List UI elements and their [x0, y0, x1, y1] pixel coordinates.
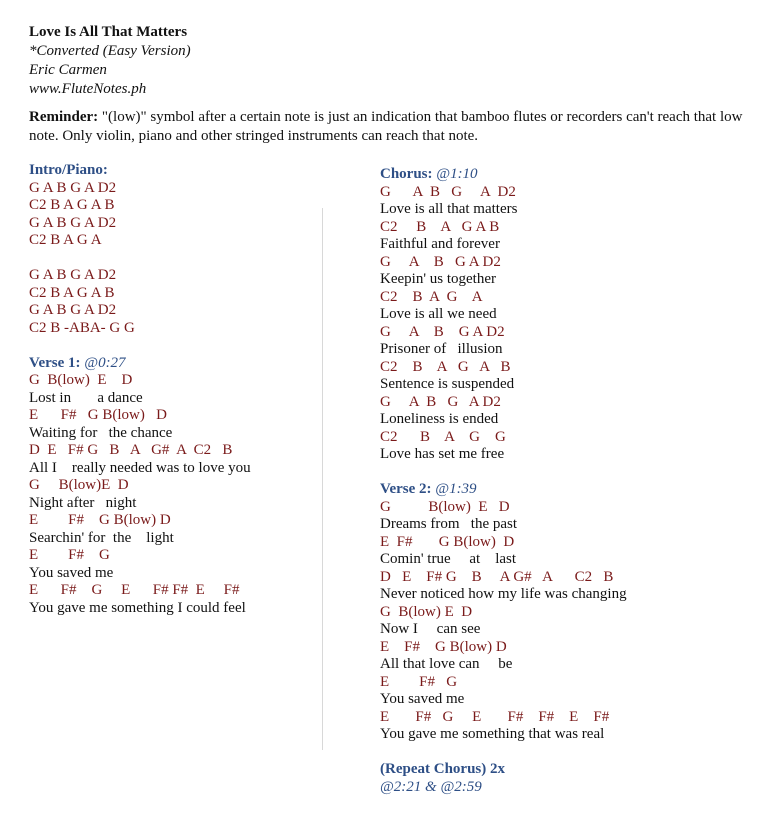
intro-heading: Intro/Piano:	[29, 162, 108, 178]
verse2-notes: E F# G B(low) D	[380, 533, 515, 550]
verse1-notes: E F# G	[29, 547, 110, 563]
song-title: Love Is All That Matters	[29, 24, 188, 40]
verse2-timestamp: @1:39	[435, 481, 477, 497]
verse1-notes: E F# G B(low) D	[29, 512, 171, 528]
left-column	[29, 162, 329, 617]
verse2-lyric: All that love can be	[380, 656, 513, 672]
verse2-notes: E F# G	[380, 673, 458, 690]
verse2-notes: G B(low) E D	[380, 498, 510, 515]
intro-notes: C2 B -ABA- G G	[29, 319, 135, 336]
verse1-notes: G B(low)E D	[29, 477, 129, 493]
chorus-notes: C2 B A G G	[380, 428, 506, 445]
intro-notes: C2 B A G A	[29, 232, 102, 248]
intro-notes: G A B G A D2	[29, 302, 117, 318]
verse2-lyric: Comin' true at last	[380, 551, 517, 567]
chorus-lyric: Faithful and forever	[380, 236, 500, 252]
chorus-lyric: Love is all we need	[380, 306, 497, 322]
verse2-lyric: Never noticed how my life was changing	[380, 586, 627, 602]
verse1-notes: D E F# G B A G# A C2 B	[29, 442, 233, 458]
verse1-lyric: You saved me	[29, 564, 114, 581]
verse1-notes: E F# G B(low) D	[29, 407, 167, 423]
verse2-notes: G B(low) E D	[380, 603, 473, 620]
site-url: www.FluteNotes.ph	[29, 81, 147, 97]
chorus-lyric: Love is all that matters	[380, 201, 518, 217]
chorus-lyric: Prisoner of illusion	[380, 341, 503, 357]
verse2-notes: E F# G B(low) D	[380, 638, 507, 655]
chorus-timestamp: @1:10	[436, 166, 478, 182]
verse2-notes: D E F# G B A G# A C2 B	[380, 568, 614, 585]
chorus-heading	[380, 166, 750, 184]
verse2-heading	[380, 481, 750, 499]
chorus-notes: G A B G A D2	[380, 323, 505, 340]
repeat-chorus-timestamps: @2:21 & @2:59	[380, 778, 482, 795]
chorus-notes: C2 B A G A B	[380, 358, 511, 375]
chorus-notes: C2 B A G A B	[380, 218, 500, 235]
verse1-lyric: Waiting for the chance	[29, 424, 173, 441]
verse1-notes: G B(low) E D	[29, 372, 133, 388]
intro-notes: C2 B A G A B	[29, 284, 115, 301]
chorus-lyric: Loneliness is ended	[380, 411, 499, 427]
chorus-lyric: Love has set me free	[380, 446, 505, 462]
reminder-label: Reminder:	[29, 109, 99, 125]
chorus-title: Chorus:	[380, 166, 433, 182]
chorus-notes: G A B G A D2	[380, 253, 501, 270]
right-column	[380, 166, 750, 796]
chorus-lyric: Sentence is suspended	[380, 376, 515, 392]
intro-notes: G A B G A D2	[29, 179, 117, 196]
chorus-lyric: Keepin' us together	[380, 271, 497, 287]
verse2-title: Verse 2:	[380, 481, 432, 497]
song-version: *Converted (Easy Version)	[29, 43, 191, 59]
verse2-lyric: You saved me	[380, 691, 465, 707]
chorus-notes: C2 B A G A	[380, 288, 483, 305]
verse2-lyric: You gave me something that was real	[380, 726, 605, 742]
reminder-text: "(low)" symbol after a certain note is just an indication that bamboo flutes or recorders can't reach that low note. Only violin, piano and other stringed instruments can reach that note.	[29, 109, 743, 144]
verse1-heading	[29, 355, 329, 373]
verse2-notes: E F# G E F# F# E F#	[380, 708, 610, 725]
verse1-lyric: Lost in a dance	[29, 389, 143, 406]
intro-notes: G A B G A D2	[29, 267, 117, 283]
intro-notes: G A B G A D2	[29, 214, 117, 231]
verse1-lyric: All I really needed was to love you	[29, 459, 251, 476]
verse1-lyric: Night after night	[29, 494, 137, 511]
verse2-lyric: Now I can see	[380, 621, 481, 637]
verse1-lyric: Searchin' for the light	[29, 529, 174, 546]
verse1-notes: E F# G E F# F# E F#	[29, 582, 240, 598]
intro-notes: C2 B A G A B	[29, 197, 115, 213]
repeat-chorus-heading: (Repeat Chorus) 2x	[380, 761, 505, 777]
song-artist: Eric Carmen	[29, 62, 107, 78]
chorus-notes: G A B G A D2	[380, 393, 501, 410]
verse1-title: Verse 1:	[29, 354, 81, 371]
verse1-lyric: You gave me something I could feel	[29, 599, 246, 616]
verse2-lyric: Dreams from the past	[380, 516, 518, 532]
reminder-note	[29, 108, 749, 146]
chorus-notes: G A B G A D2	[380, 183, 516, 200]
song-header	[29, 23, 191, 99]
verse1-timestamp: @0:27	[84, 354, 126, 371]
